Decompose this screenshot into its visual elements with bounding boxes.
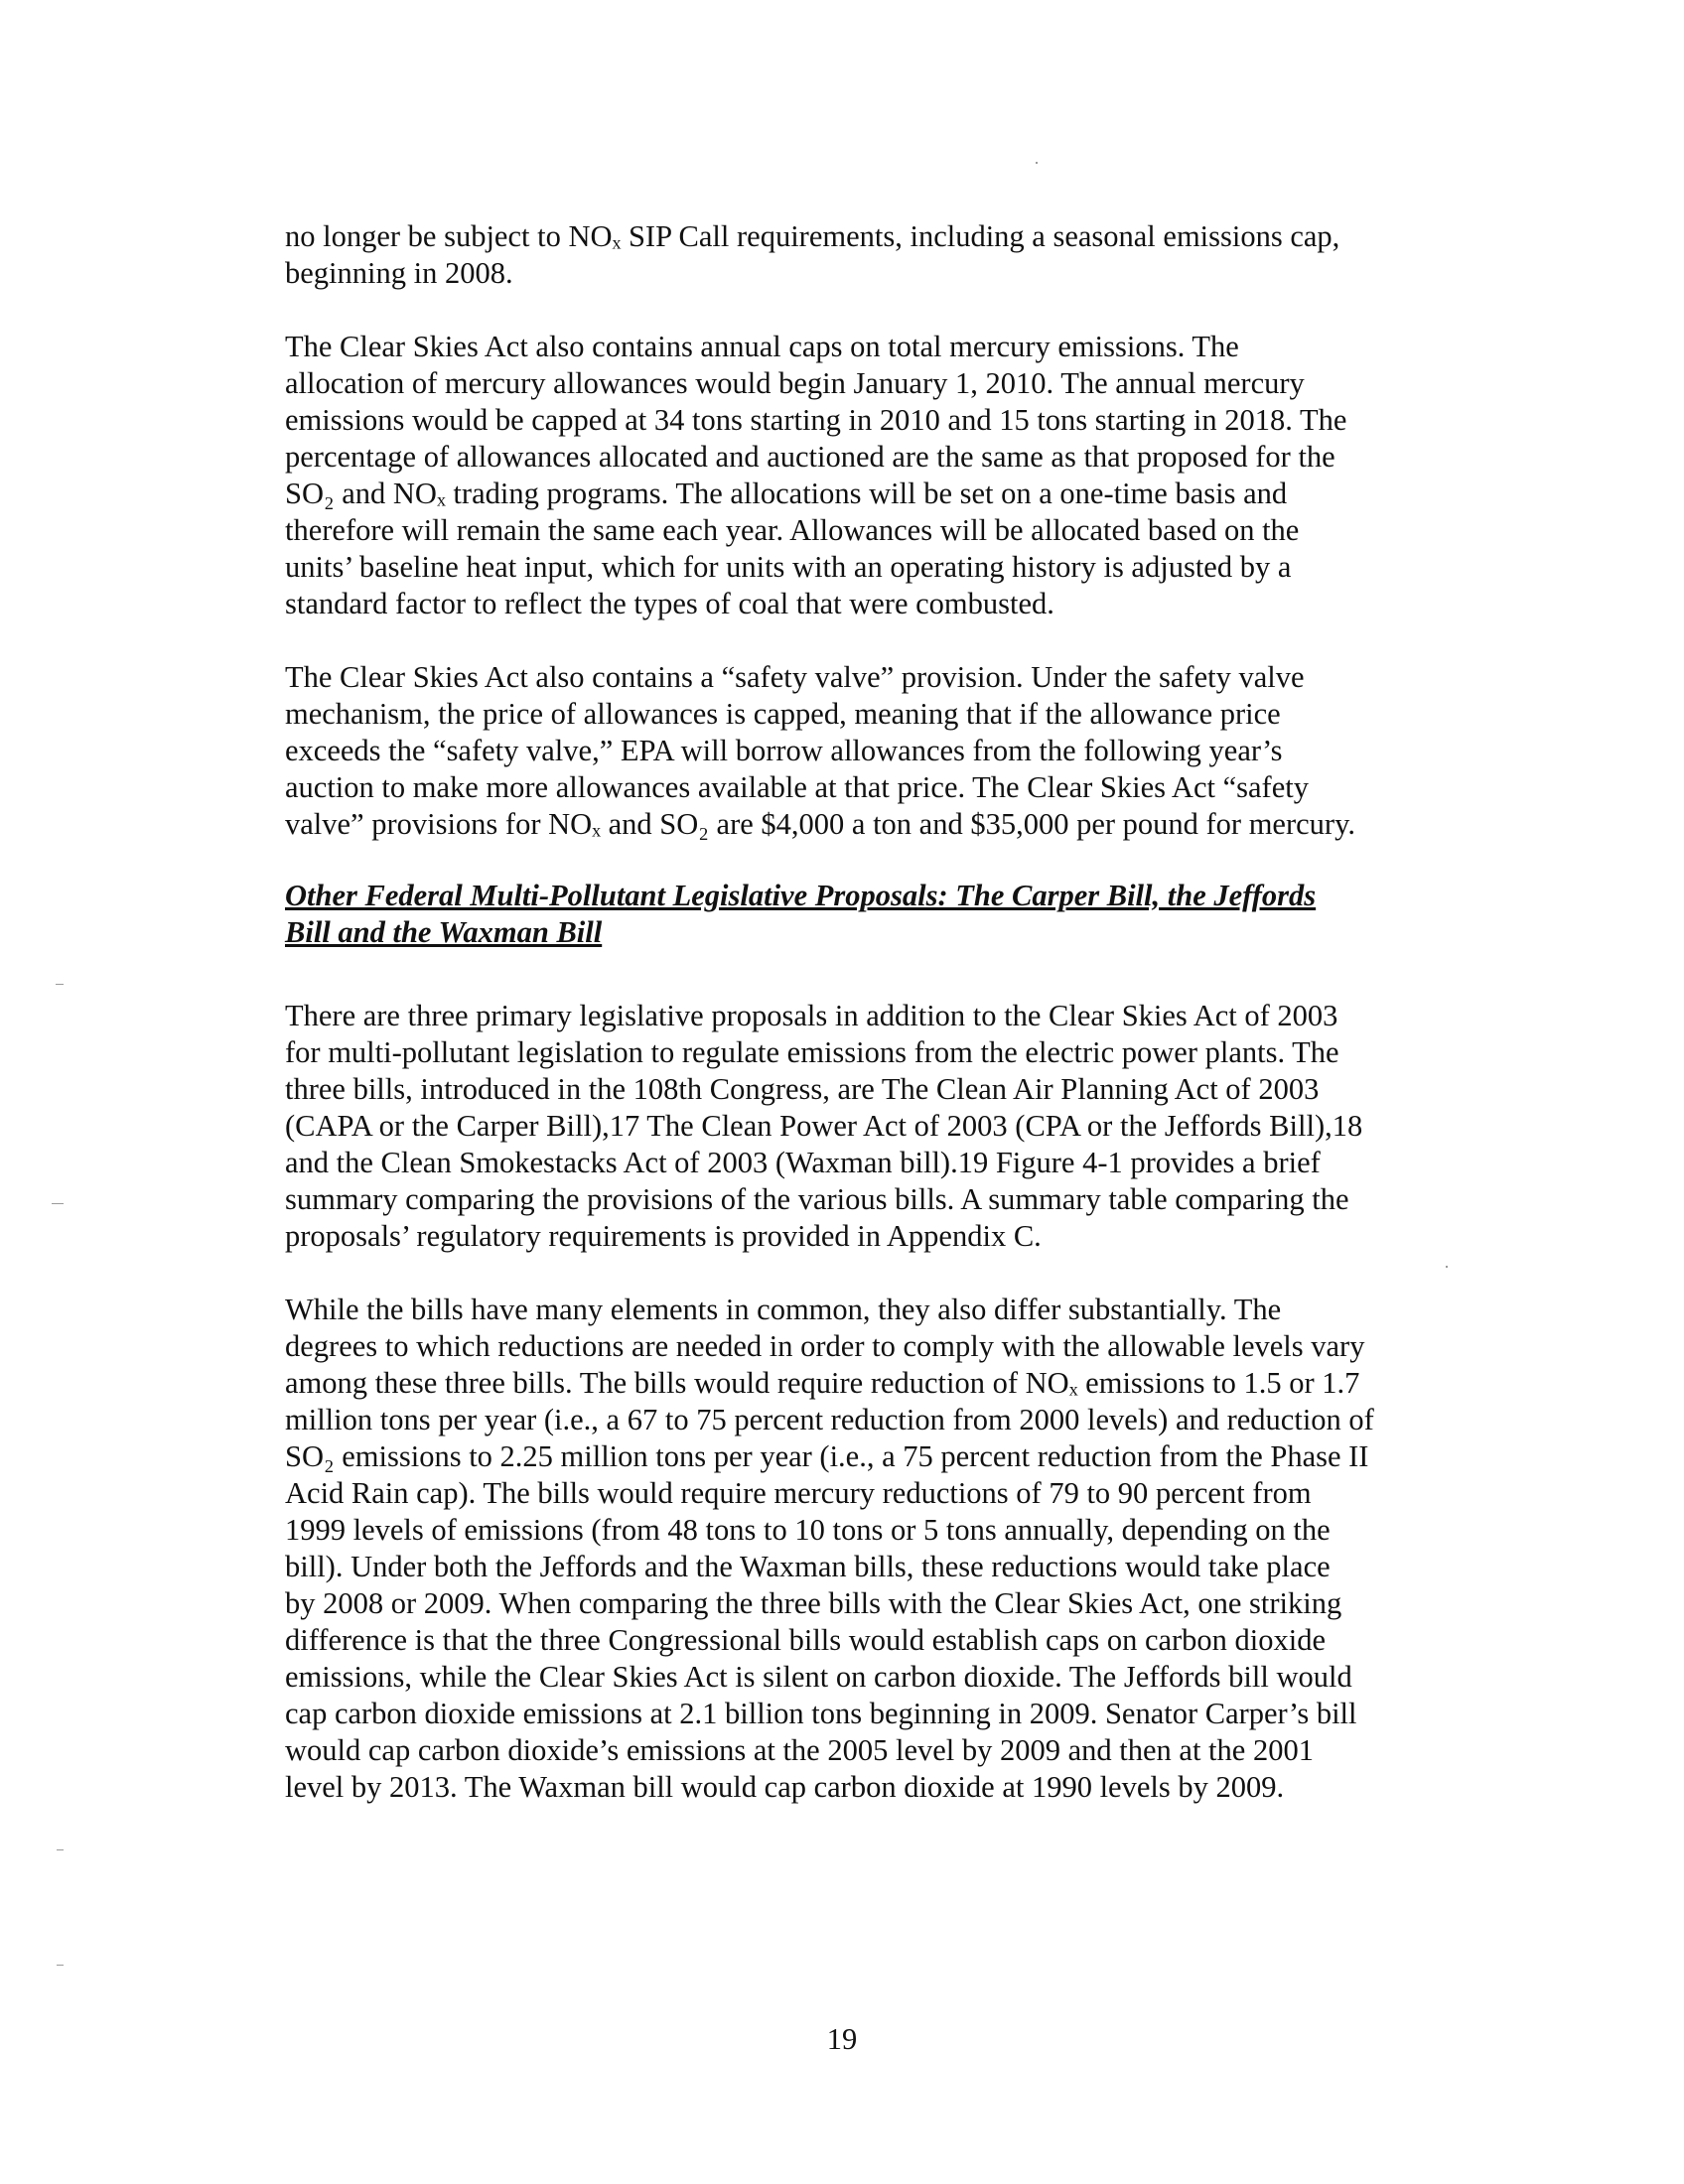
scan-artifact-top bbox=[1036, 162, 1038, 164]
section-heading bbox=[285, 878, 1452, 951]
paragraph-4 bbox=[285, 998, 1452, 1255]
text-line: Acid Rain cap). The bills would require mercury reductions of 79 to 90 percent from bbox=[285, 1476, 1312, 1510]
text-line: for multi-pollutant legislation to regulate emissions from the electric power plants. The bbox=[285, 1035, 1339, 1069]
text-line: emissions, while the Clear Skies Act is silent on carbon dioxide. The Jeffords bill would bbox=[285, 1660, 1352, 1694]
text-line: While the bills have many elements in common, they also differ substantially. The bbox=[285, 1293, 1282, 1326]
text-line: SO₂ emissions to 2.25 million tons per year (i.e., a 75 percent reduction from the Phase II bbox=[285, 1439, 1369, 1473]
scan-artifact-left-2 bbox=[52, 1203, 64, 1204]
text-line: (CAPA or the Carper Bill),17 The Clean Power Act of 2003 (CPA or the Jeffords Bill),18 bbox=[285, 1109, 1363, 1143]
scan-artifact-left-3 bbox=[57, 1849, 64, 1850]
text-line: standard factor to reflect the types of coal that were combusted. bbox=[285, 587, 1054, 620]
text-line: bill). Under both the Jeffords and the Waxman bills, these reductions would take place bbox=[285, 1550, 1331, 1583]
text-line: The Clear Skies Act also contains a “safety valve” provision. Under the safety valve bbox=[285, 660, 1305, 694]
text-line: There are three primary legislative proposals in addition to the Clear Skies Act of 2003 bbox=[285, 999, 1338, 1032]
text-line: degrees to which reductions are needed in order to comply with the allowable levels vary bbox=[285, 1329, 1365, 1363]
text-line: by 2008 or 2009. When comparing the three bills with the Clear Skies Act, one striking bbox=[285, 1586, 1342, 1620]
text-line: emissions would be capped at 34 tons starting in 2010 and 15 tons starting in 2018. The bbox=[285, 403, 1347, 437]
text-line: beginning in 2008. bbox=[285, 256, 513, 290]
heading-line: Other Federal Multi-Pollutant Legislative Proposals: The Carper Bill, the Jeffords bbox=[285, 879, 1317, 912]
text-line: level by 2013. The Waxman bill would cap carbon dioxide at 1990 levels by 2009. bbox=[285, 1770, 1285, 1804]
text-line: would cap carbon dioxide’s emissions at the 2005 level by 2009 and then at the 2001 bbox=[285, 1733, 1314, 1767]
text-line: no longer be subject to NOₓ SIP Call requirements, including a seasonal emissions cap, bbox=[285, 219, 1340, 253]
paragraph-1 bbox=[285, 218, 1452, 292]
text-line: mechanism, the price of allowances is capped, meaning that if the allowance price bbox=[285, 697, 1281, 731]
paragraph-2 bbox=[285, 329, 1452, 622]
text-line: exceeds the “safety valve,” EPA will borrow allowances from the following year’s bbox=[285, 734, 1283, 767]
text-line: percentage of allowances allocated and auctioned are the same as that proposed for the bbox=[285, 440, 1335, 474]
text-line: allocation of mercury allowances would begin January 1, 2010. The annual mercury bbox=[285, 366, 1305, 400]
paragraph-3 bbox=[285, 659, 1452, 843]
text-line: The Clear Skies Act also contains annual caps on total mercury emissions. The bbox=[285, 330, 1239, 363]
text-line: and the Clean Smokestacks Act of 2003 (Waxman bill).19 Figure 4-1 provides a brief bbox=[285, 1146, 1321, 1179]
heading-line: Bill and the Waxman Bill bbox=[285, 915, 603, 949]
text-line: among these three bills. The bills would require reduction of NOₓ emissions to 1.5 or 1.7 bbox=[285, 1366, 1360, 1400]
scan-artifact-left-4 bbox=[57, 1965, 64, 1966]
scan-artifact-right bbox=[1446, 1266, 1448, 1268]
scan-artifact-left-1 bbox=[56, 984, 64, 985]
text-line: valve” provisions for NOₓ and SO₂ are $4,000 a ton and $35,000 per pound for mercury. bbox=[285, 807, 1355, 841]
paragraph-5 bbox=[285, 1292, 1452, 1806]
text-line: cap carbon dioxide emissions at 2.1 billion tons beginning in 2009. Senator Carper’s bill bbox=[285, 1697, 1357, 1730]
text-line: 1999 levels of emissions (from 48 tons to 10 tons or 5 tons annually, depending on the bbox=[285, 1513, 1331, 1547]
text-line: three bills, introduced in the 108th Congress, are The Clean Air Planning Act of 2003 bbox=[285, 1072, 1320, 1106]
text-line: SO₂ and NOₓ trading programs. The allocations will be set on a one-time basis and bbox=[285, 477, 1288, 510]
text-line: units’ baseline heat input, which for units with an operating history is adjusted by a bbox=[285, 550, 1292, 584]
text-line: summary comparing the provisions of the various bills. A summary table comparing the bbox=[285, 1182, 1349, 1216]
page-number: 19 bbox=[826, 2022, 858, 2056]
text-line: difference is that the three Congressional bills would establish caps on carbon dioxide bbox=[285, 1623, 1327, 1657]
text-line: proposals’ regulatory requirements is provided in Appendix C. bbox=[285, 1219, 1042, 1253]
text-line: therefore will remain the same each year. Allowances will be allocated based on the bbox=[285, 513, 1300, 547]
text-line: million tons per year (i.e., a 67 to 75 percent reduction from 2000 levels) and reduction of bbox=[285, 1403, 1374, 1436]
text-line: auction to make more allowances available at that price. The Clear Skies Act “safety bbox=[285, 770, 1309, 804]
